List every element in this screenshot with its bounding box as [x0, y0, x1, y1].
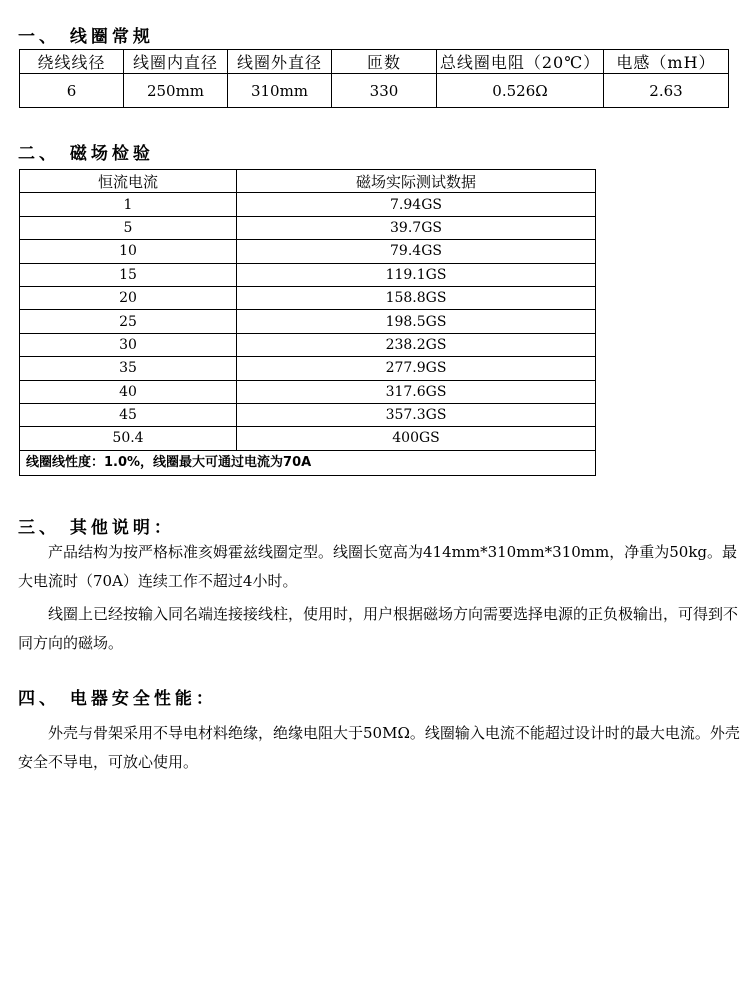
coil-spec-table: [19, 49, 729, 108]
field-cell: 198.5GS: [237, 310, 596, 333]
value-wire-diameter: 6: [20, 74, 124, 108]
magnetic-field-table: [19, 169, 596, 476]
col-inner-diameter: 线圈内直径: [124, 50, 228, 74]
table-row: [20, 380, 596, 403]
linearity-note: 线圈线性度：1.0%，线圈最大可通过电流为70A: [20, 450, 596, 475]
current-cell: 20: [20, 286, 237, 309]
current-cell: 15: [20, 263, 237, 286]
current-cell: 35: [20, 357, 237, 380]
field-cell: 119.1GS: [237, 263, 596, 286]
current-cell: 5: [20, 216, 237, 239]
field-header-row: [20, 170, 596, 193]
col-turns: 匝数: [332, 50, 437, 74]
field-cell: 158.8GS: [237, 286, 596, 309]
table-row: [20, 216, 596, 239]
table-row: [20, 193, 596, 216]
current-cell: 40: [20, 380, 237, 403]
col-total-resistance: 总线圈电阻（20℃）: [437, 50, 604, 74]
field-cell: 238.2GS: [237, 333, 596, 356]
section3-paragraph-2: 线圈上已经按输入同名端连接接线柱，使用时，用户根据磁场方向需要选择电源的正负极输出，可得到不同方向的磁场。: [18, 605, 739, 652]
field-cell: 317.6GS: [237, 380, 596, 403]
value-turns: 330: [332, 74, 437, 108]
current-cell: 25: [20, 310, 237, 333]
section3-heading: 三、 其他说明：: [18, 518, 175, 538]
field-cell: 400GS: [237, 427, 596, 450]
value-total-resistance: 0.526Ω: [437, 74, 604, 108]
table-row: [20, 240, 596, 263]
col-inductance: 电感（mH）: [604, 50, 729, 74]
section1-heading: 一、 线圈常规: [18, 27, 154, 47]
col-outer-diameter: 线圈外直径: [228, 50, 332, 74]
table-row: [20, 403, 596, 426]
col-field-measurement: 磁场实际测试数据: [237, 170, 596, 193]
section3-paragraph-1: 产品结构为按严格标准亥姆霍兹线圈定型。线圈长宽高为414mm*310mm*310mm，净重为50kg。最大电流时（70A）连续工作不超过4小时。: [18, 543, 738, 590]
current-cell: 30: [20, 333, 237, 356]
coil-spec-value-row: [20, 74, 729, 108]
col-constant-current: 恒流电流: [20, 170, 237, 193]
current-cell: 10: [20, 240, 237, 263]
linearity-note-row: [20, 450, 596, 475]
coil-spec-header-row: [20, 50, 729, 74]
table-row: [20, 357, 596, 380]
table-row: [20, 286, 596, 309]
field-cell: 277.9GS: [237, 357, 596, 380]
col-wire-diameter: 绕线线径: [20, 50, 124, 74]
field-cell: 39.7GS: [237, 216, 596, 239]
section4-paragraph-1: 外壳与骨架采用不导电材料绝缘，绝缘电阻大于50MΩ。线圈输入电流不能超过设计时的最大电流。外壳安全不导电，可放心使用。: [18, 724, 740, 771]
section2-heading: 二、 磁场检验: [18, 144, 154, 164]
field-cell: 357.3GS: [237, 403, 596, 426]
table-row: [20, 427, 596, 450]
value-outer-diameter: 310mm: [228, 74, 332, 108]
current-cell: 1: [20, 193, 237, 216]
table-row: [20, 333, 596, 356]
current-cell: 45: [20, 403, 237, 426]
value-inductance: 2.63: [604, 74, 729, 108]
field-cell: 7.94GS: [237, 193, 596, 216]
table-row: [20, 263, 596, 286]
current-cell: 50.4: [20, 427, 237, 450]
table-row: [20, 310, 596, 333]
field-cell: 79.4GS: [237, 240, 596, 263]
section4-heading: 四、 电器安全性能：: [18, 689, 217, 709]
value-inner-diameter: 250mm: [124, 74, 228, 108]
